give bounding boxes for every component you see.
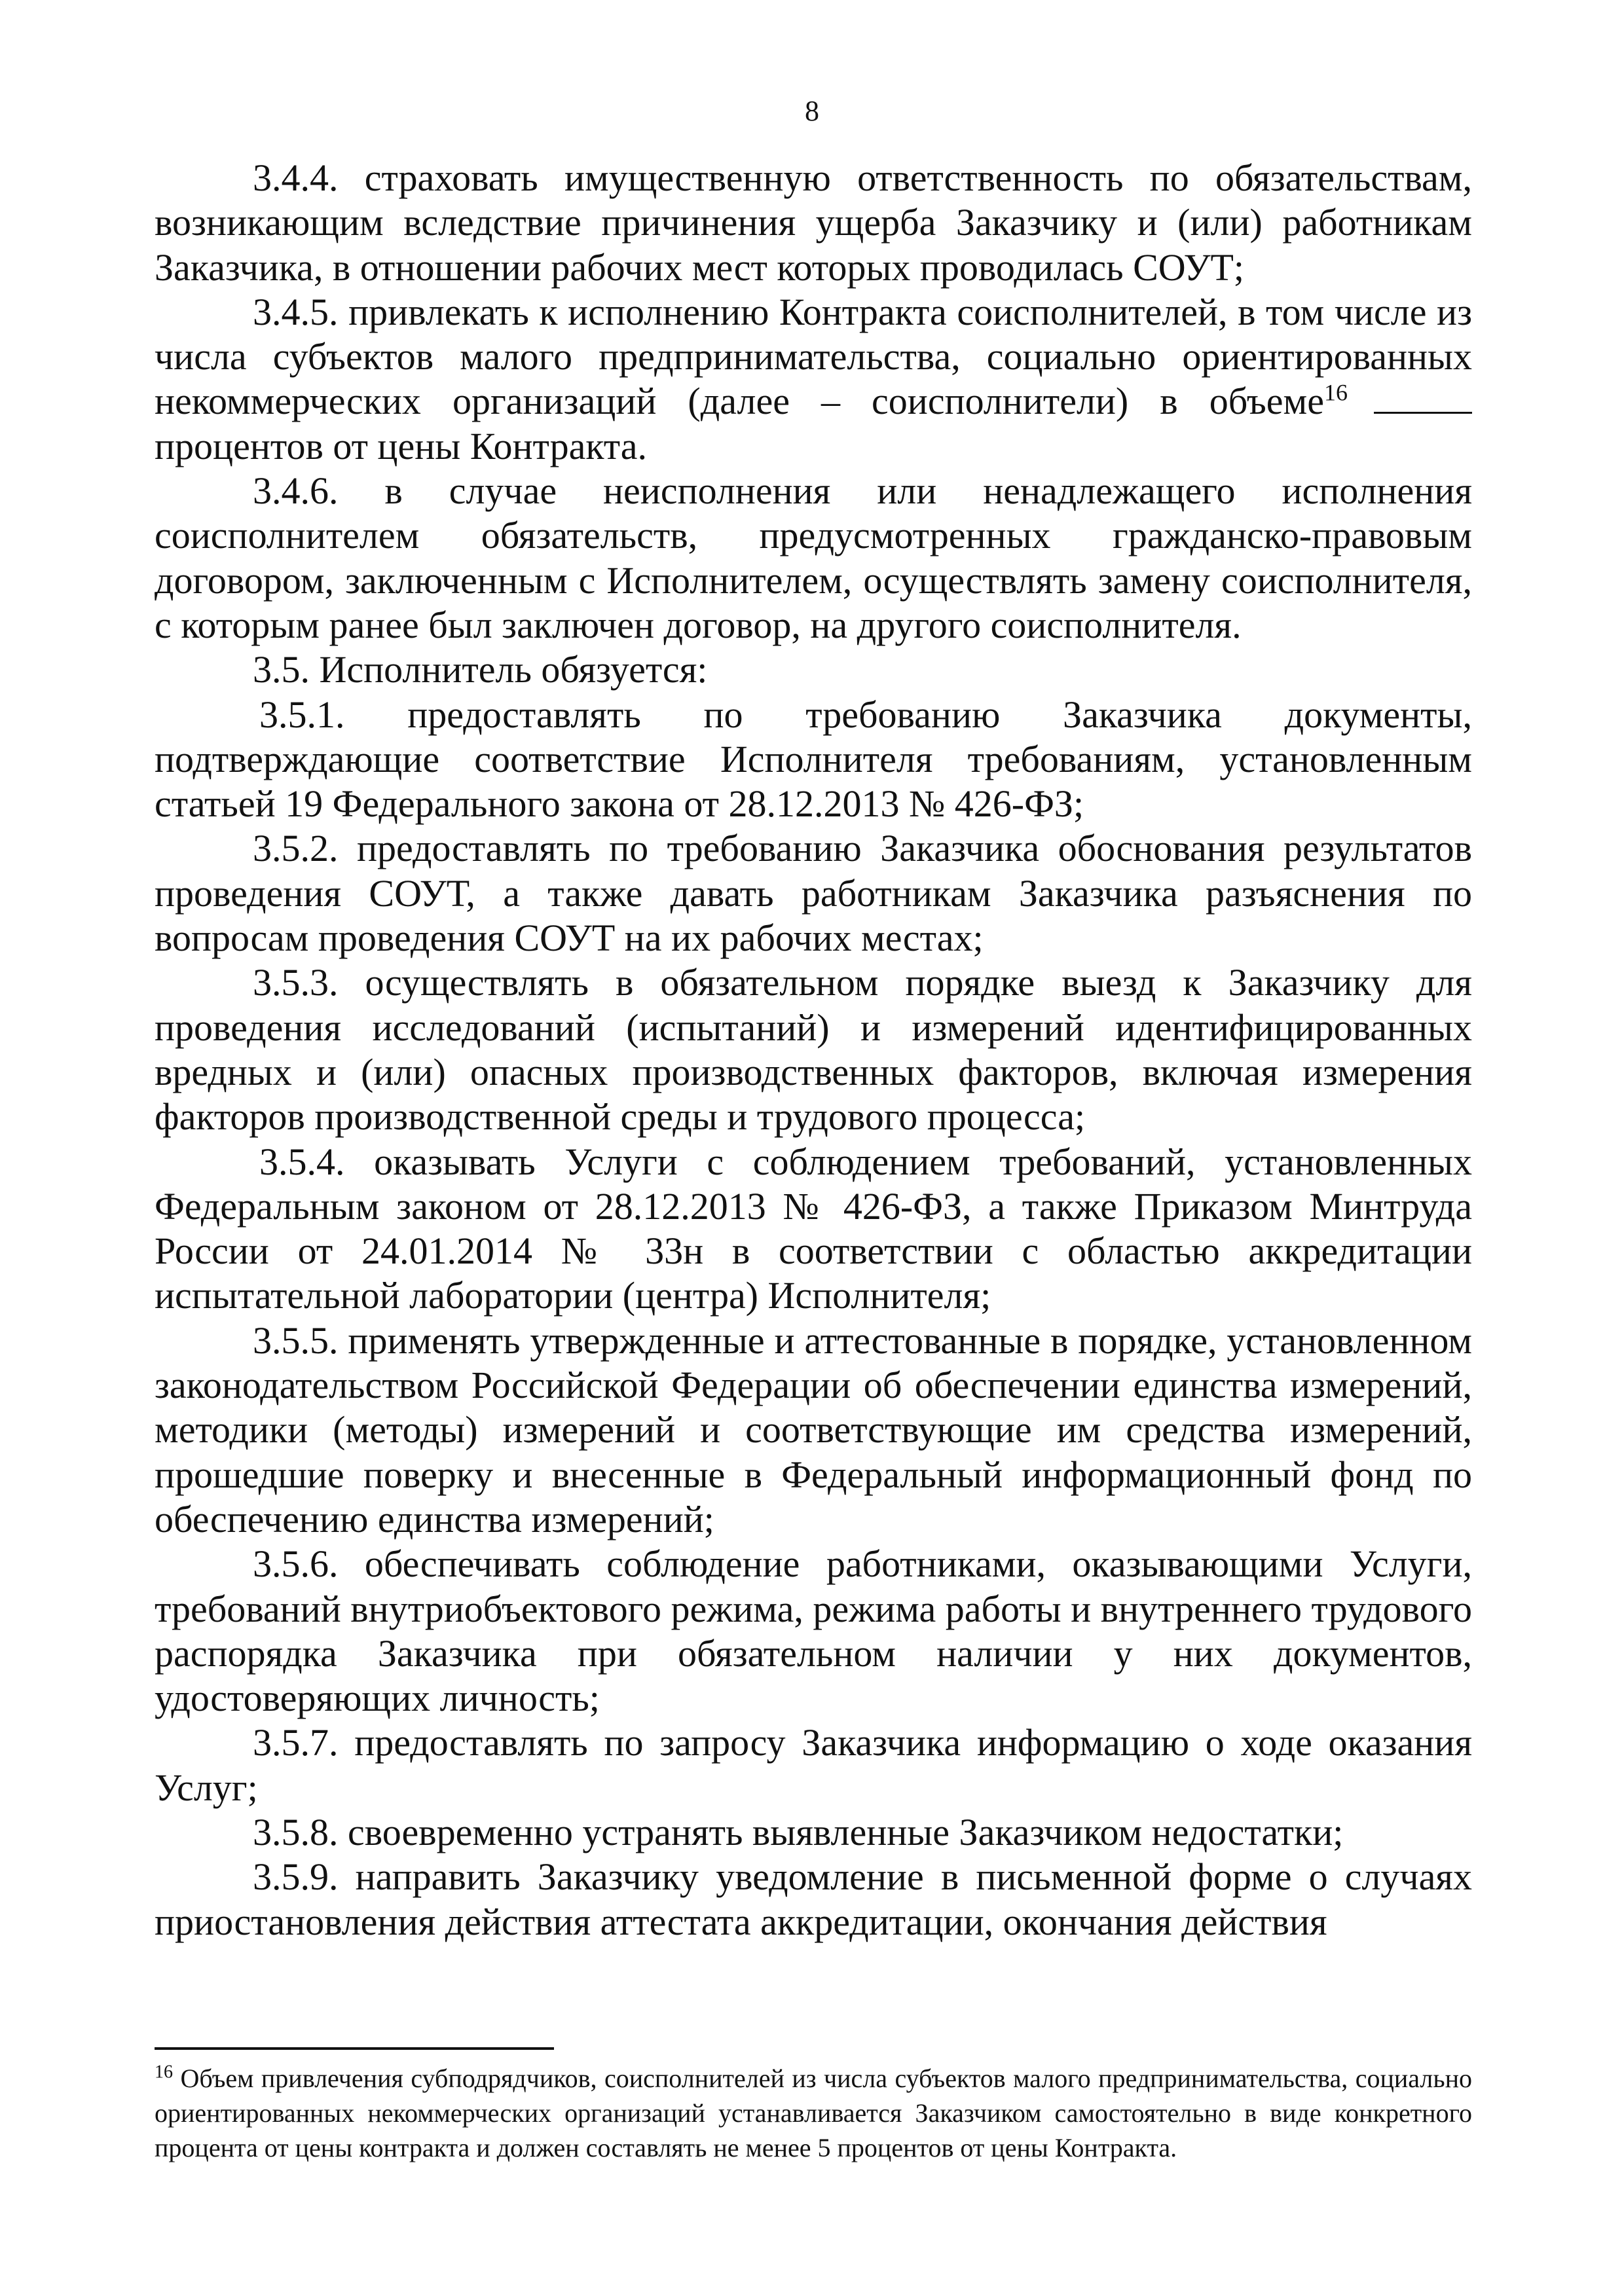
clause-3-5-6: 3.5.6. обеспечивать соблюдение работниками, оказывающими Услуги, требований внутриобъектового режима, режима работы и внутреннего трудового распорядка Заказчика при обязательном наличии у них документов, удостоверяющих личность;: [155, 1542, 1472, 1720]
page-number: 8: [805, 95, 819, 127]
clause-3-5-3: 3.5.3. осуществлять в обязательном порядке выезд к Заказчику для проведения исследований (испытаний) и измерений идентифицированных вредных и (или) опасных производственных факторов, включая измерения факторов производственной среды и трудового процесса;: [155, 961, 1472, 1139]
clause-3-5-1: 3.5.1. предоставлять по требованию Заказчика документы, подтверждающие соответствие Исполнителя требованиям, установленным статьей 19 Федерального закона от 28.12.2013 № 426-ФЗ;: [155, 693, 1472, 826]
clause-3-5-4: 3.5.4. оказывать Услуги с соблюдением требований, установленных Федеральным законом от 28.12.2013 № 426-ФЗ, а также Приказом Минтруда России от 24.01.2014 № 33н в соответствии с областью аккредитации испытательной лаборатории (центра) Исполнителя;: [155, 1140, 1472, 1317]
footnote-text: Объем привлечения субподрядчиков, соисполнителей из числа субъектов малого предпринимательства, социально ориентированных некоммерческих организаций устанавливается Заказчиком самостоятельно в виде конкретного процента от цены контракта и должен составлять не менее 5 процентов от цены Контракта.: [155, 2064, 1472, 2162]
clause-3-5-9: 3.5.9. направить Заказчику уведомление в письменной форме о случаях приостановления действия аттестата аккредитации, окончания действия: [155, 1855, 1472, 1943]
clause-3-5-8: 3.5.8. своевременно устранять выявленные Заказчиком недостатки;: [253, 1810, 1344, 1853]
footnote: [155, 2061, 1472, 2165]
clause-3-4-5-tail: процентов от цены Контракта.: [155, 424, 648, 467]
clause-3-4-4: 3.4.4. страховать имущественную ответственность по обязательствам, возникающим вследствие причинения ущерба Заказчику и (или) работникам Заказчика, в отношении рабочих мест которых проводилась СОУТ;: [155, 156, 1472, 289]
footnote-reference: 16: [1324, 380, 1348, 407]
document-body: [155, 156, 1472, 1944]
clause-3-5-5: 3.5.5. применять утвержденные и аттестованные в порядке, установленном законодательством Российской Федерации об обеспечении единства измерений, методики (методы) измерений и соответствующие им средства измерений, прошедшие поверку и внесенные в Федеральный информационный фонд по обеспечению единства измерений;: [155, 1319, 1472, 1540]
clause-3-5-2: 3.5.2. предоставлять по требованию Заказчика обоснования результатов проведения СОУТ, а также давать работникам Заказчика разъяснения по вопросам проведения СОУТ на их рабочих местах;: [155, 827, 1472, 960]
footnote-number: 16: [155, 2062, 173, 2083]
clause-3-5: 3.5. Исполнитель обязуется:: [253, 648, 708, 691]
clause-3-4-6: 3.4.6. в случае неисполнения или ненадлежащего исполнения соисполнителем обязательств, предусмотренных гражданско-правовым договором, заключенным с Исполнителем, осуществлять замену соисполнителя, с которым ранее был заключен договор, на другого соисполнителя.: [155, 469, 1472, 646]
clause-3-5-7: 3.5.7. предоставлять по запросу Заказчика информацию о ходе оказания Услуг;: [155, 1721, 1472, 1809]
blank-fill-line: [1374, 379, 1472, 414]
footnote-separator: [155, 2047, 554, 2050]
clause-3-4-5: [155, 290, 1472, 469]
clause-3-4-5-text: 3.4.5. привлекать к исполнению Контракта соисполнителей, в том числе из числа субъектов малого предпринимательства, социально ориентированных некоммерческих организаций (далее – соисполнители) в объеме: [155, 290, 1472, 423]
